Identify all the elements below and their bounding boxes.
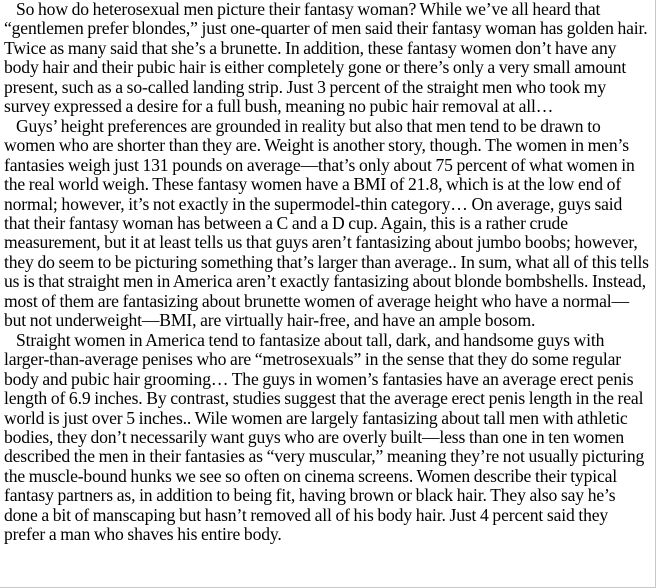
paragraph-women-fantasies: Straight women in America tend to fantasize about tall, dark, and handsome guys with larger-than-average penises who are “metrosexuals” in the sense that they do some regular body and pubic hair grooming… The guys in women’s fantasies have an average erect penis length of 6.9 inches. By contrast, studies suggest that the average erect penis length in the real world is just over 5 inches.. Wile women are largely fantasizing about tall men with athletic bodies, they don’t necessarily want guys who are overly built—less than one in ten women described the men in their fantasies as “very muscular,” meaning they’re not usually picturing the muscle-bound hunks we see so often on cinema screens. Women describe their typical fantasy partners as, in addition to being fit, having brown or black hair. They also say he’s done a bit of manscaping but hasn’t removed all of his body hair. Just 4 percent said they prefer a man who shaves his entire body.	[4, 329, 645, 545]
paragraph-height-weight: Guys’ height preferences are grounded in reality but also that men tend to be drawn to women who are shorter than they are. Weight is another story, though. The women in men’s fantasies weigh just 131 pounds on average—that’s only about 75 percent of what women in the real world weigh. These fantasy women have a BMI of 21.8, which is at the low end of normal; however, it’s not exactly in the supermodel-thin category… On average, guys said that their fantasy woman has between a C and a D cup. Again, this is a rather crude measurement, but it at least tells us that guys aren’t fantasizing about jumbo boobs; however, they do seem to be picturing something that’s larger than average.. In sum, what all of this tells us is that straight men in America aren’t exactly fantasizing about blonde bombshells. Instead, most of them are fantasizing about brunette women of average height who have a normal—but not underweight—BMI, are virtually hair-free, and have an ample bosom.	[4, 115, 649, 331]
paragraph-fantasy-woman: So how do heterosexual men picture their fantasy woman? While we’ve all heard that “gentlemen prefer blondes,” just one-quarter of men said their fantasy woman has golden hair. Twice as many said that she’s a brunette. In addition, these fantasy women don’t have any body hair and their pubic hair is either completely gone or there’s only a very small amount present, such as a so-called landing strip. Just 3 percent of the straight men who took my survey expressed a desire for a full bush, meaning no pubic hair removal at all…	[4, 0, 648, 117]
